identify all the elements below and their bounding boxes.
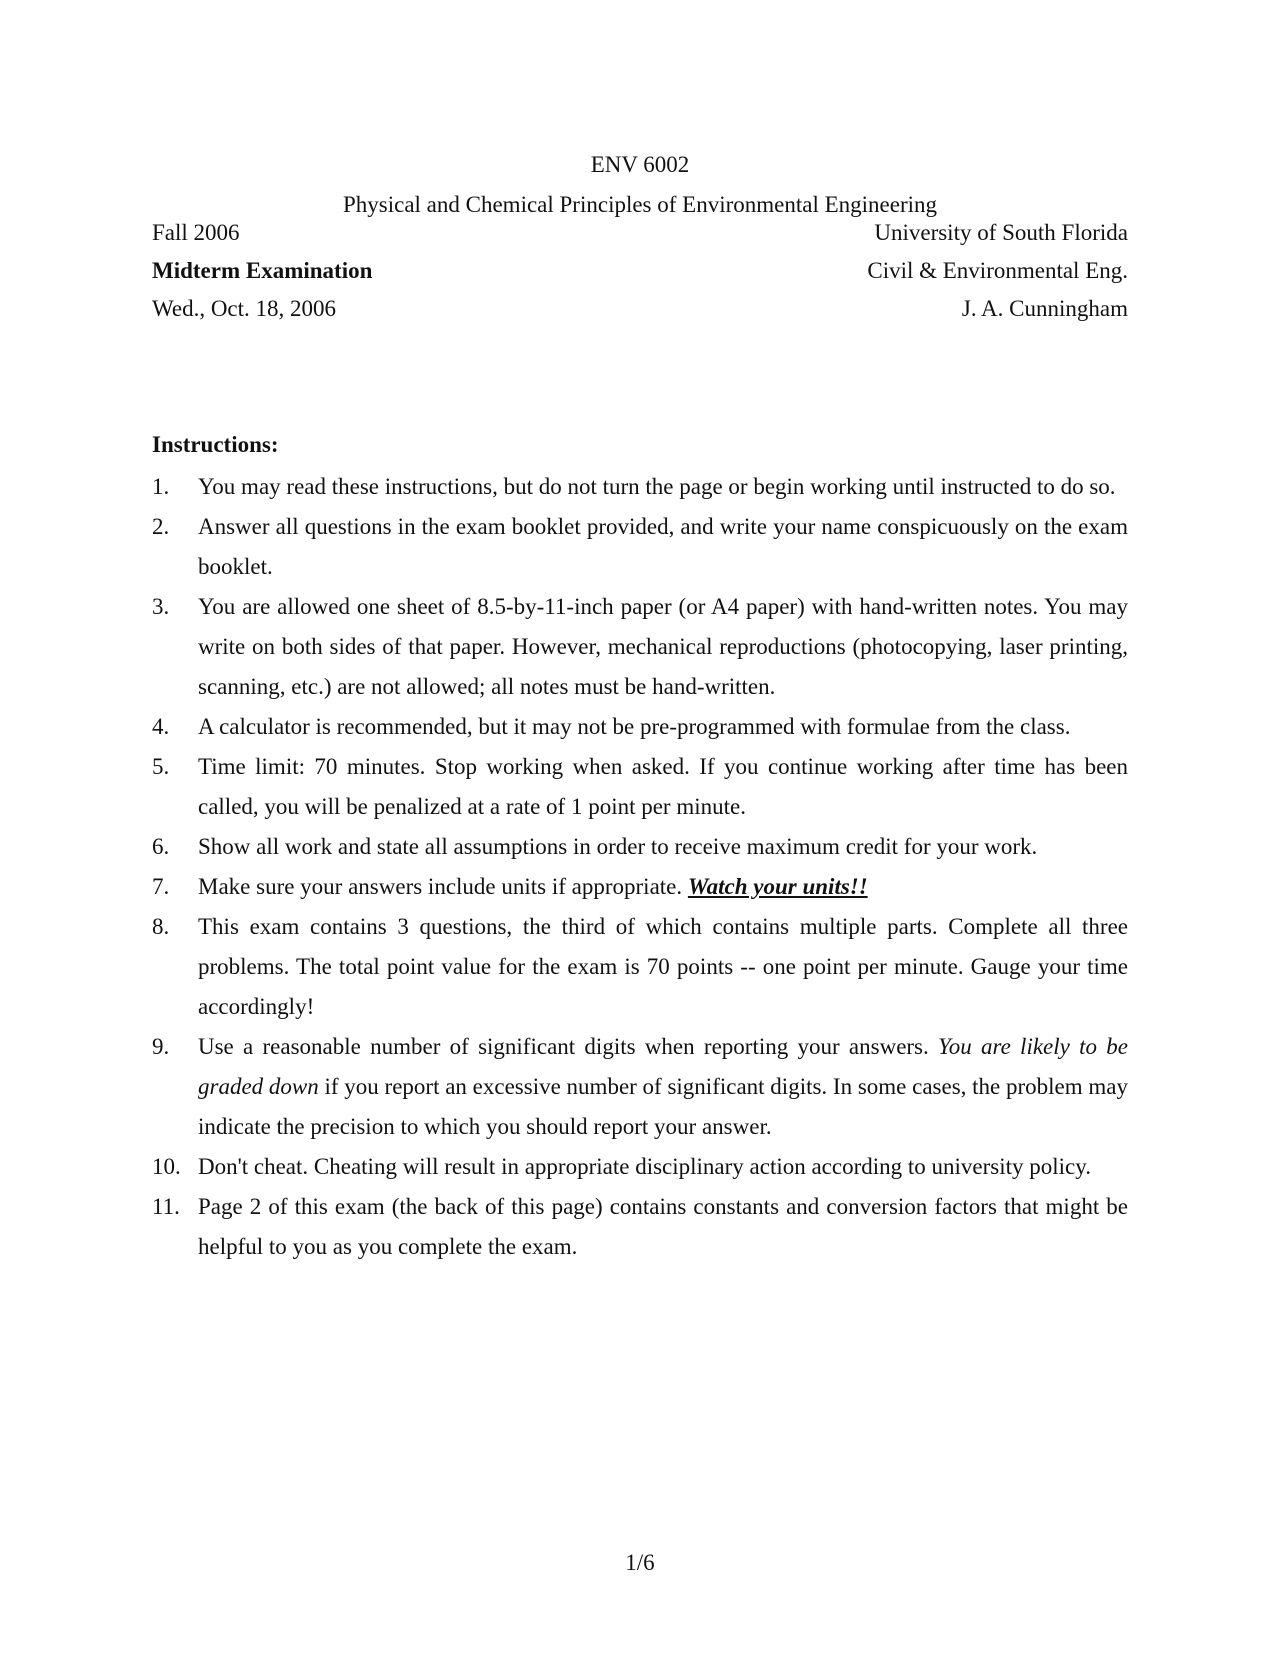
course-code: ENV 6002 (590, 152, 690, 177)
graded-down-warning: You are likely to be graded down (198, 1034, 1128, 1099)
list-item: 9. Use a reasonable number of significant digits when reporting your answers. You are likely to be graded down if you report an excessive number of significant digits. In some cases, the problem may indicate the precision to which you should report your answer. (152, 1034, 1129, 1139)
list-item: 8. This exam contains 3 questions, the third of which contains multiple parts. Complete all three problems. The total point value for the exam is 70 points -- one point per minute. Gauge your time accordingly! (152, 914, 1128, 1019)
instructions-list (152, 467, 1128, 1267)
meta-row-3 (152, 294, 1128, 324)
list-item: 10. Don't cheat. Cheating will result in appropriate disciplinary action according to university policy. (152, 1154, 1092, 1179)
meta-row-2 (152, 256, 1128, 286)
list-item: 4. A calculator is recommended, but it may not be pre-programmed with formulae from the class. (152, 714, 1071, 739)
university: University of South Florida (874, 220, 1128, 245)
exam-type: Midterm Examination (152, 258, 373, 283)
instructions-heading: Instructions: (152, 432, 279, 457)
list-item: 6. Show all work and state all assumptions in order to receive maximum credit for your work. (152, 834, 1038, 859)
list-item: 3. You are allowed one sheet of 8.5-by-11-inch paper (or A4 paper) with hand-written notes. You may write on both sides of that paper. However, mechanical reproductions (photocopying, laser printing, scanning, etc.) are not allowed; all notes must be hand-written. (152, 594, 1128, 699)
list-item: 5. Time limit: 70 minutes. Stop working when asked. If you continue working after time has been called, you will be penalized at a rate of 1 point per minute. (152, 754, 1128, 819)
department: Civil & Environmental Eng. (867, 258, 1128, 283)
instructor: J. A. Cunningham (961, 296, 1128, 321)
list-item: 1. You may read these instructions, but do not turn the page or begin working until instructed to do so. (152, 474, 1116, 499)
course-title: Physical and Chemical Principles of Environmental Engineering (342, 192, 938, 217)
units-warning: Watch your units!! (687, 874, 868, 899)
meta-row-1 (152, 218, 1128, 248)
page-number: 1/6 (625, 1550, 655, 1575)
list-item: 11. Page 2 of this exam (the back of this page) contains constants and conversion factors that might be helpful to you as you complete the exam. (152, 1194, 1128, 1259)
list-item: 7. Make sure your answers include units if appropriate. Watch your units!! (152, 874, 868, 899)
exam-date: Wed., Oct. 18, 2006 (152, 296, 337, 321)
list-item: 2. Answer all questions in the exam booklet provided, and write your name conspicuously on the exam booklet. (152, 514, 1128, 579)
term: Fall 2006 (152, 220, 240, 245)
